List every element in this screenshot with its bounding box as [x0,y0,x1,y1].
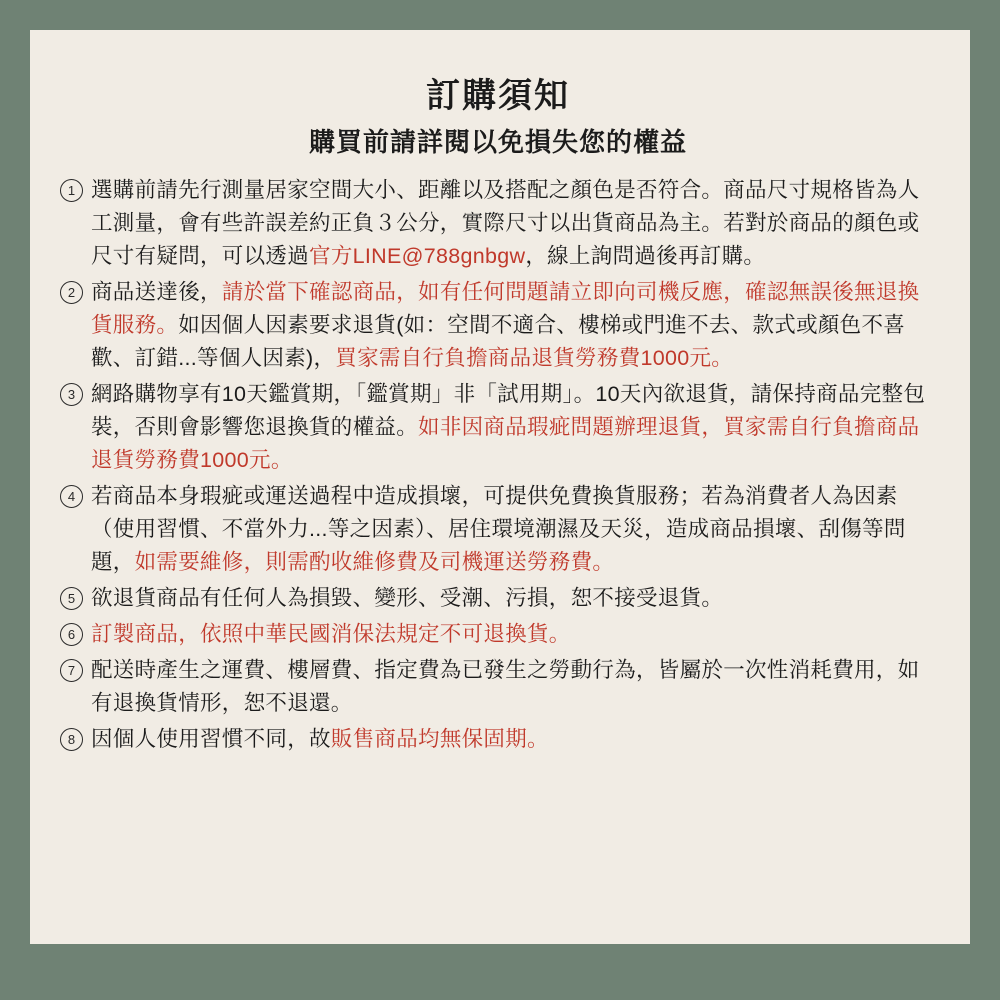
list-item [60,276,936,375]
list-item-number: 7 [60,659,83,682]
notice-card [30,30,970,944]
text-segment: ，線上詢問過後再訂購。 [525,243,766,268]
text-segment: 商品送達後， [91,279,222,304]
list-item [60,174,936,273]
text-segment: 官方LINE@788gnbgw [309,243,526,268]
list-item [60,480,936,579]
list-item-text [91,618,936,651]
text-segment: 欲退貨商品有任何人為損毀、變形、受潮、污損，恕不接受退貨。 [91,585,724,610]
text-segment: 如因個人因素要求退貨(如：空間不適合、樓梯或門進不去、款式或顏色不喜歡、訂錯...等個人因素)， [91,312,906,370]
list-item-number: 1 [60,179,83,202]
list-item-number: 2 [60,281,83,304]
list-item-number: 3 [60,383,83,406]
list-item [60,654,936,720]
list-item-text [91,582,936,615]
list-item [60,723,936,756]
notice-list [60,174,936,756]
text-segment: 販售商品均無保固期。 [330,726,549,751]
text-segment: 配送時產生之運費、樓層費、指定費為已發生之勞動行為，皆屬於一次性消耗費用，如有退換貨情形，恕不退還。 [91,657,920,715]
list-item-text [91,276,936,375]
text-segment: 請於當下確認商品，如有任何問題請立即向司機反應，確認無誤後無退換貨服務。 [91,279,920,337]
list-item [60,618,936,651]
text-segment: 買家需自行負擔商品退貨勞務費1000元。 [335,345,734,370]
list-item-number: 5 [60,587,83,610]
text-segment: 若商品本身瑕疵或運送過程中造成損壞，可提供免費換貨服務；若為消費者人為因素（使用習慣、不當外力...等之因素）、居住環境潮濕及天災，造成商品損壞、刮傷等問題， [91,483,906,574]
text-segment: 選購前請先行測量居家空間大小、距離以及搭配之顏色是否符合。商品尺寸規格皆為人工測量，會有些許誤差約正負３公分，實際尺寸以出貨商品為主。若對於商品的顏色或尺寸有疑問，可以透過 [91,177,920,268]
text-segment: 網路購物享有10天鑑賞期，「鑑賞期」非「試用期」。10天內欲退貨，請保持商品完整包裝，否則會影響您退換貨的權益。 [91,381,926,439]
list-item-text [91,654,936,720]
list-item-text [91,378,936,477]
list-item [60,378,936,477]
list-item-text [91,174,936,273]
list-item-text [91,723,936,756]
list-item-text [91,480,936,579]
list-item-number: 8 [60,728,83,751]
text-segment: 訂製商品，依照中華民國消保法規定不可退換貨。 [91,621,571,646]
list-item-number: 4 [60,485,83,508]
list-item [60,582,936,615]
page-subtitle: 購買前請詳閱以免損失您的權益 [308,126,687,157]
page-title: 訂購須知 [426,77,570,115]
text-segment: 如非因商品瑕疵問題辦理退貨，買家需自行負擔商品退貨勞務費1000元。 [91,414,920,472]
text-segment: 因個人使用習慣不同，故 [91,726,331,751]
text-segment: 如需要維修，則需酌收維修費及司機運送勞務費。 [134,549,615,574]
list-item-number: 6 [60,623,83,646]
